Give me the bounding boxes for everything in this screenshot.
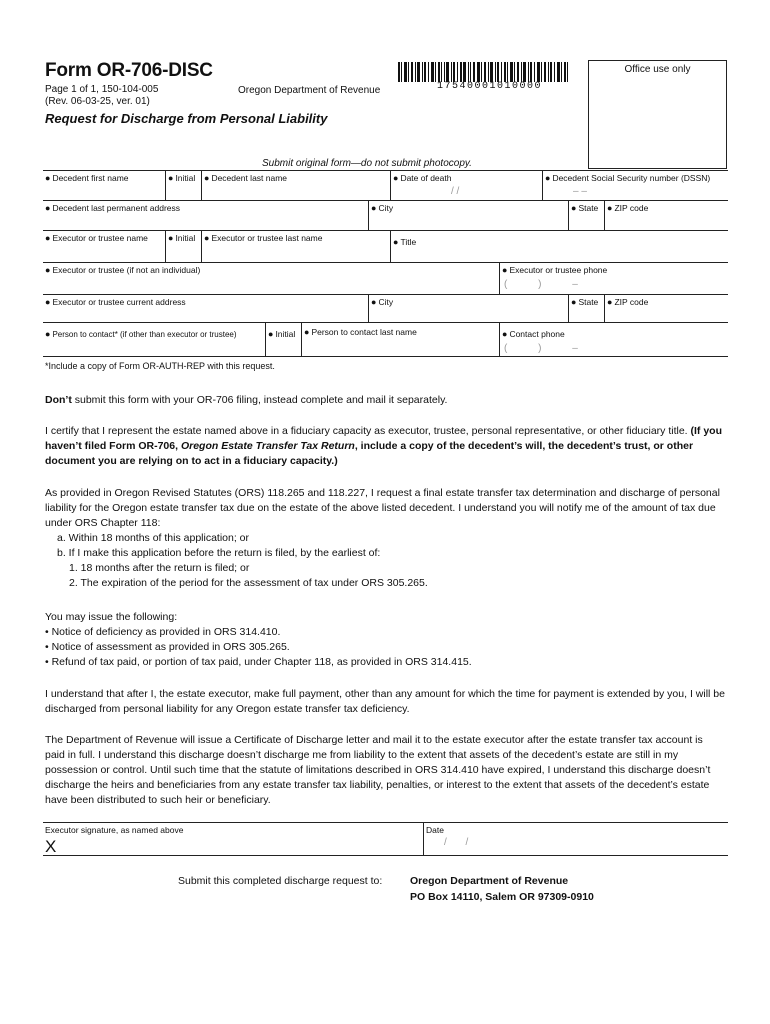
executor-address-field[interactable] (43, 295, 368, 322)
contact-initial-label: ● Initial (268, 329, 295, 339)
signature-date-hint: / / (444, 837, 469, 848)
revision-info: (Rev. 06-03-25, ver. 01) (45, 96, 150, 107)
decedent-zip-field[interactable] (604, 201, 728, 230)
dont-emphasis: Don’t (45, 394, 72, 406)
executor-last-name-field[interactable] (201, 231, 390, 262)
executor-name-row (43, 230, 728, 262)
signature-date-label: Date (426, 825, 444, 835)
executor-last-name-label: ● Executor or trustee last name (204, 233, 322, 243)
submit-original-note: Submit original form—do not submit photocopy. (262, 158, 472, 169)
executor-city-field[interactable] (368, 295, 568, 322)
decedent-address-label: ● Decedent last permanent address (45, 203, 180, 213)
executor-entity-row (43, 262, 728, 294)
executor-state-field[interactable] (568, 295, 604, 322)
decedent-first-name-field[interactable] (43, 171, 165, 200)
date-of-death-label: ● Date of death (393, 173, 451, 183)
date-of-death-hint: / / (451, 186, 460, 197)
decedent-first-name-label: ● Decedent first name (45, 173, 129, 183)
office-use-box (588, 60, 727, 169)
executor-name-label: ● Executor or trustee name (45, 233, 148, 243)
request-item-b2: 2. The expiration of the period for the assessment of tax under ORS 305.265. (69, 577, 428, 589)
executor-initial-field[interactable] (165, 231, 201, 262)
executor-entity-field[interactable] (43, 263, 499, 294)
request-paragraph (45, 486, 725, 591)
dssn-hint: – – (573, 186, 587, 197)
decedent-state-label: ● State (571, 203, 598, 213)
certification-bold-2: , include a copy of the decedent’s will, the decedent’s trust, or other document you are relying on to act in a fiduciary capacity.) (45, 440, 694, 467)
form-subtitle: Request for Discharge from Personal Liability (45, 111, 328, 126)
office-use-label: Office use only (624, 64, 691, 75)
executor-name-field[interactable] (43, 231, 165, 262)
contact-last-name-label: ● Person to contact last name (304, 327, 417, 337)
signature-label: Executor signature, as named above (45, 825, 184, 835)
signature-row (43, 822, 728, 856)
contact-phone-hint: ( ) – (504, 343, 578, 354)
executor-initial-label: ● Initial (168, 233, 195, 243)
decedent-last-name-field[interactable] (201, 171, 390, 200)
certification-form-name: Oregon Estate Transfer Tax Return (180, 440, 355, 452)
executor-zip-field[interactable] (604, 295, 728, 322)
issue-intro: You may issue the following: (45, 611, 178, 623)
submit-to-label: Submit this completed discharge request to: (178, 875, 383, 887)
issue-item-refund: • Refund of tax paid, or portion of tax paid, under Chapter 118, as provided in ORS 314.415. (45, 656, 472, 668)
date-of-death-field[interactable] (390, 171, 542, 200)
issue-paragraph (45, 610, 725, 670)
decedent-state-field[interactable] (568, 201, 604, 230)
request-item-a: a. Within 18 months of this application; or (57, 532, 250, 544)
executor-title-label: ● Title (393, 237, 416, 247)
certification-text: I certify that I represent the estate named above in a fiduciary capacity as executor, trustee, personal representative, or other fiduciary title. (45, 425, 691, 437)
request-item-b: b. If I make this application before the return is filed, by the earliest of: (57, 547, 381, 559)
mailing-address-line-1: Oregon Department of Revenue (410, 875, 569, 887)
contact-phone-label: ● Contact phone (502, 329, 565, 339)
auth-rep-footnote: *Include a copy of Form OR-AUTH-REP with this request. (45, 361, 275, 371)
contact-person-label: ● Person to contact* (if other than executor or trustee) (45, 329, 237, 339)
contact-phone-field[interactable] (499, 323, 728, 356)
signature-date-field[interactable] (423, 823, 469, 855)
decedent-zip-label: ● ZIP code (607, 203, 648, 213)
decedent-address-field[interactable] (43, 201, 368, 230)
certification-bold-1: (If you haven’t filed Form OR-706, (45, 425, 723, 452)
executor-phone-hint: ( ) – (504, 279, 578, 290)
understanding-paragraph: I understand that after I, the estate executor, make full payment, other than any amount for which the time for payment is extended by you, I will be discharged from personal liability for any Oregon estate transfer tax deficiency. (45, 688, 725, 715)
executor-city-label: ● City (371, 297, 393, 307)
dssn-label: ● Decedent Social Security number (DSSN) (545, 173, 710, 183)
instruction-text: submit this form with your OR-706 filing, instead complete and mail it separately. (71, 394, 448, 406)
form-title: Form OR-706-DISC (45, 60, 213, 81)
certificate-paragraph: The Department of Revenue will issue a Certificate of Discharge letter and mail it to the estate executor after the estate transfer tax account is paid in full. I understand this discharge doesn’t discharge me from liability to the extent that assets of the decedent’s estate are still in my possession or control. Until such time that the statute of limitations described in ORS 314.410 have expired, I understand this discharge doesn’t discharge the heirs and beneficiaries from any estate transfer tax liability, penalties, or interest to the extent that assets of the decedent’s estate have been distributed to such heir or beneficiary. (45, 734, 711, 806)
mailing-address (410, 873, 594, 905)
request-text: As provided in Oregon Revised Statutes (ORS) 118.265 and 118.227, I request a final estate transfer tax determination and discharge of personal liability for the Oregon estate transfer tax due on the estate of the above listed decedent. I understand you will notify me of the amount of tax due under ORS Chapter 118: (45, 487, 720, 529)
agency-name: Oregon Department of Revenue (238, 85, 381, 96)
decedent-initial-label: ● Initial (168, 173, 195, 183)
contact-initial-field[interactable] (265, 323, 301, 356)
executor-phone-label: ● Executor or trustee phone (502, 265, 607, 275)
decedent-last-name-label: ● Decedent last name (204, 173, 287, 183)
issue-item-deficiency: • Notice of deficiency as provided in ORS 314.410. (45, 626, 281, 638)
form-meta (45, 84, 158, 108)
decedent-address-row (43, 200, 728, 230)
contact-row (43, 322, 728, 357)
page-info: Page 1 of 1, 150-104-005 (45, 84, 159, 95)
executor-address-label: ● Executor or trustee current address (45, 297, 186, 307)
request-item-b1: 1. 18 months after the return is filed; or (69, 562, 250, 574)
barcode-number: 17540001010000 (437, 81, 543, 92)
dssn-field[interactable] (542, 171, 728, 200)
executor-zip-label: ● ZIP code (607, 297, 648, 307)
certification-paragraph (45, 424, 725, 469)
issue-item-assessment: • Notice of assessment as provided in ORS 305.265. (45, 641, 290, 653)
contact-last-name-field[interactable] (301, 323, 499, 356)
decedent-initial-field[interactable] (165, 171, 201, 200)
executor-title-field[interactable] (390, 231, 728, 262)
executor-entity-label: ● Executor or trustee (if not an individual) (45, 265, 200, 275)
signature-field[interactable]: X (45, 837, 57, 856)
executor-address-row (43, 294, 728, 322)
mailing-address-line-2: PO Box 14110, Salem OR 97309-0910 (410, 891, 594, 903)
contact-person-field[interactable] (43, 323, 265, 356)
instruction-paragraph (45, 393, 725, 408)
barcode-graphic (398, 62, 568, 82)
decedent-city-field[interactable] (368, 201, 568, 230)
decedent-city-label: ● City (371, 203, 393, 213)
executor-state-label: ● State (571, 297, 598, 307)
decedent-name-row (43, 170, 728, 200)
executor-phone-field[interactable] (499, 263, 728, 294)
